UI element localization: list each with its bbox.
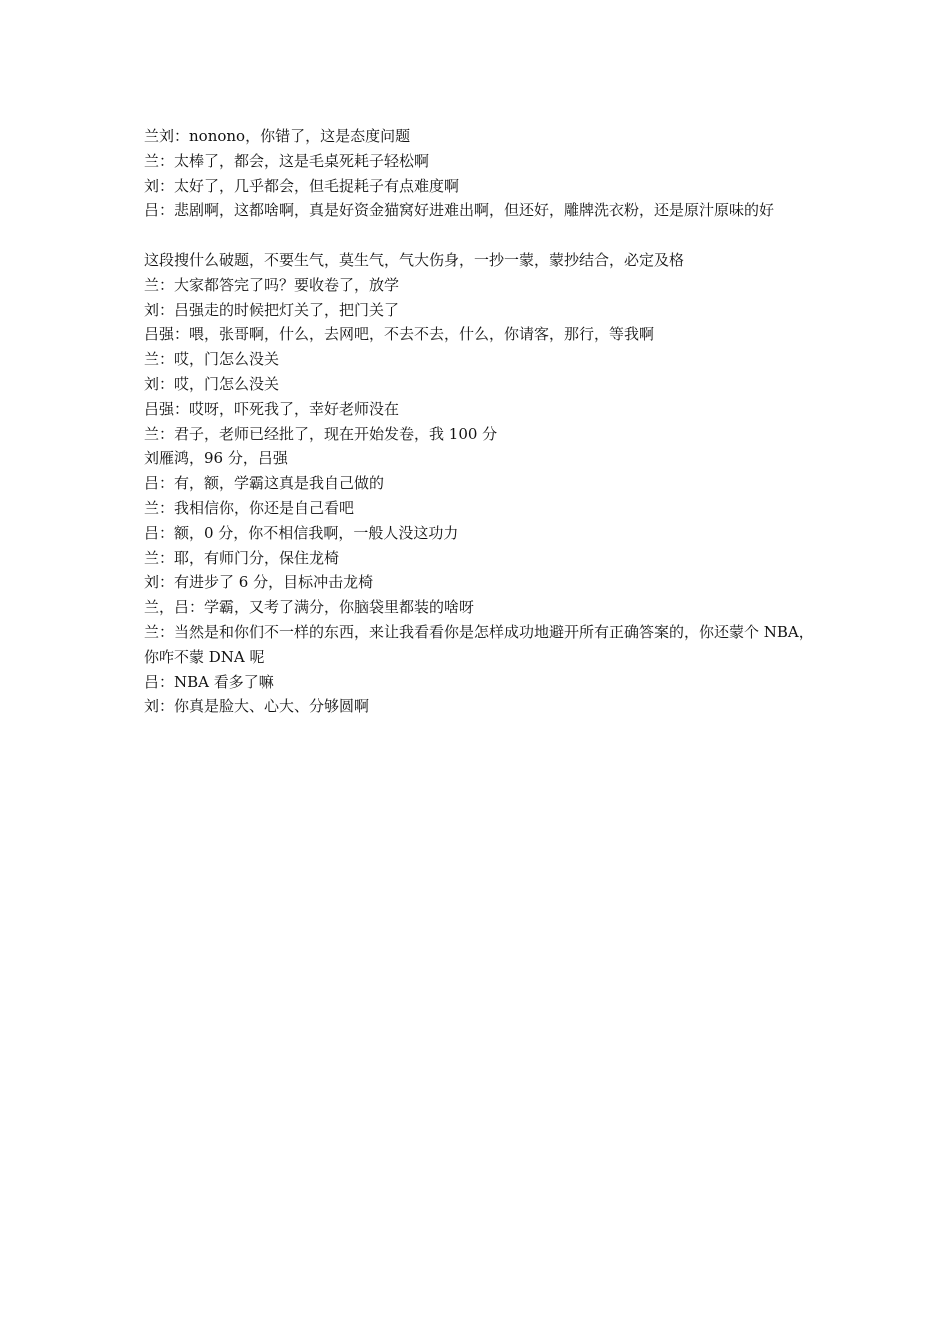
paragraph: 这段搜什么破题，不要生气，莫生气，气大伤身，一抄一蒙，蒙抄结合，必定及格 — [144, 250, 685, 269]
paragraph: 刘：吕强走的时候把灯关了，把门关了 — [144, 300, 400, 319]
blank-line — [144, 223, 814, 248]
paragraph: 吕：NBA 看多了嘛 — [144, 672, 274, 691]
paragraph: 兰：君子，老师已经批了，现在开始发卷，我 100 分 — [144, 424, 498, 443]
paragraph: 吕强：喂，张哥啊，什么，去网吧，不去不去，什么，你请客，那行，等我啊 — [144, 325, 655, 344]
paragraph: 吕：额，0 分，你不相信我啊，一般人没这功力 — [144, 523, 459, 542]
paragraph: 兰：哎，门怎么没关 — [144, 350, 280, 369]
paragraph: 刘：太好了，几乎都会，但毛捉耗子有点难度啊 — [144, 176, 460, 195]
paragraph: 兰刘：nonono，你错了，这是态度问题 — [144, 127, 411, 145]
paragraph: 刘：有进步了 6 分，目标冲击龙椅 — [144, 573, 374, 592]
paragraph: 吕：悲剧啊，这都啥啊，真是好资金猫窝好进难出啊，但还好，雕牌洗衣粉，还是原汁原味的好 — [144, 201, 775, 220]
paragraph: 兰：太棒了，都会，这是毛桌死耗子轻松啊 — [144, 151, 430, 170]
paragraph: 吕：有，额，学霸这真是我自己做的 — [144, 474, 385, 493]
paragraph: 兰，吕：学霸，又考了满分，你脑袋里都装的啥呀 — [144, 598, 475, 617]
paragraph: 刘：你真是脸大、心大、分够圆啊 — [144, 697, 370, 716]
paragraph: 刘雁鸿，96 分，吕强 — [144, 449, 288, 468]
paragraph: 兰：大家都答完了吗？要收卷了，放学 — [144, 275, 400, 294]
document-body — [144, 124, 814, 719]
paragraph: 吕强：哎呀，吓死我了，幸好老师没在 — [144, 399, 400, 418]
paragraph: 刘：哎，门怎么没关 — [144, 374, 280, 393]
paragraph: 兰：当然是和你们不一样的东西，来让我看看你是怎样成功地避开所有正确答案的，你还蒙个 NBA，你咋不蒙 DNA 呢 — [144, 622, 814, 666]
paragraph: 兰：我相信你，你还是自己看吧 — [144, 498, 355, 517]
paragraph: 兰：耶，有师门分，保住龙椅 — [144, 548, 340, 567]
